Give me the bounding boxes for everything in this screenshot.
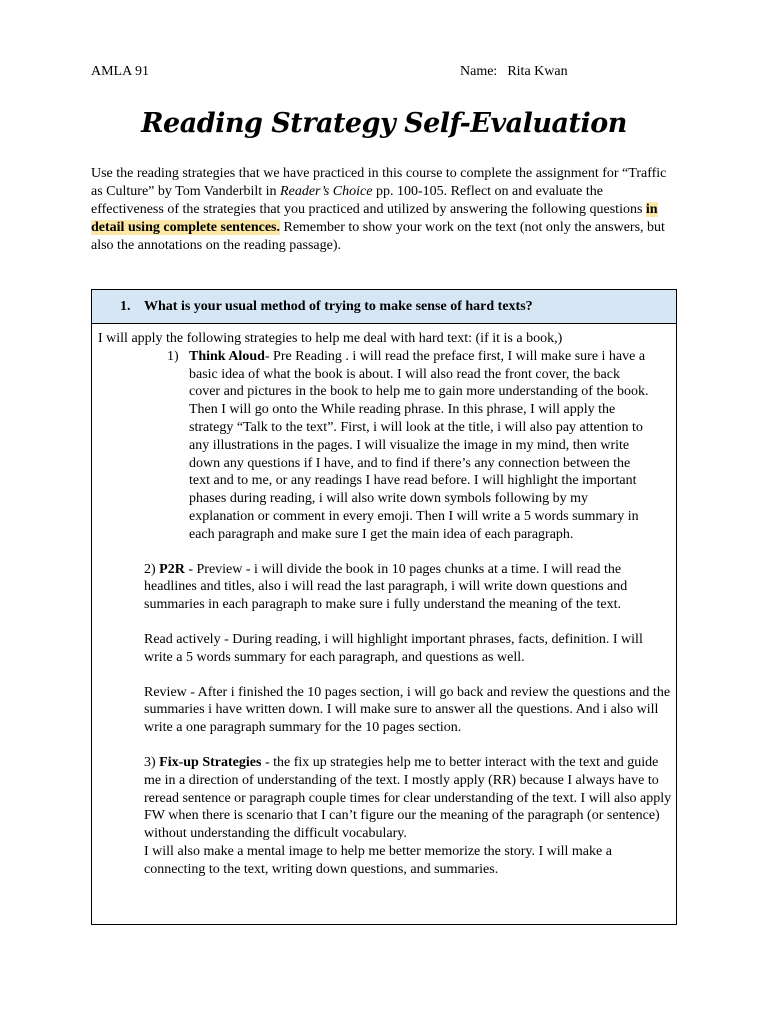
answer-lead: I will apply the following strategies to help me deal with hard text: (if it is a book,) — [98, 331, 563, 346]
item-text: - Pre Reading . i will read the preface first, I will make sure i have a basic idea of what the book is about. I will also read the front cover, the back cover and pictures in the book to help me to gain more understanding of the book. Then I will go onto the While reading phrase. In this phrase, I will apply the strategy “Talk to the text”. First, i will look at the title, i will also pay attention to any illustrations in the pages. I will visualize the image in my mind, then write down any questions if I have, and to find if there’s any connection between the text and to me, or any readings I have read before. I will highlight the important phases during reading, i will also write down symbols following by my explanation or comment in every emoji. Then I will write a 5 words summary in each paragraph and make sure I get the main idea of each paragraph. — [189, 348, 649, 542]
name-value: Rita Kwan — [507, 64, 568, 79]
item-number: 1) — [167, 348, 179, 364]
read-actively-paragraph: Read actively - During reading, i will highlight important phrases, facts, definition. I will write a 5 words summary for each paragraph, and questions as well. — [144, 631, 643, 665]
item-title: P2R — [159, 561, 185, 577]
strategy-item-fix-up — [144, 754, 674, 843]
highlighted-instruction: in detail using complete sentences. — [91, 202, 658, 235]
mental-image-paragraph: I will also make a mental image to help me better memorize the story. I will make a connecting to the text, writing down questions, and summaries. — [144, 843, 612, 877]
item-title: Think Aloud — [189, 348, 265, 364]
strategy-item-p2r — [144, 561, 674, 614]
name-label: Name: — [460, 64, 498, 79]
instructions-paragraph — [91, 165, 679, 255]
item-number: 2) — [144, 561, 156, 577]
item-title: Fix-up Strategies — [159, 754, 262, 770]
question-header — [92, 290, 676, 324]
question-number: 1. — [120, 298, 131, 314]
question-text: What is your usual method of trying to make sense of hard texts? — [144, 298, 533, 314]
course-code: AMLA 91 — [91, 64, 149, 79]
page-title: Reading Strategy Self-Evaluation — [141, 108, 627, 139]
intro-text-1: Use the reading strategies that we have practiced in this course to complete the assignment for “Traffic as Culture” by Tom Vanderbilt in — [91, 166, 667, 199]
question-table — [91, 289, 677, 925]
review-paragraph: Review - After i finished the 10 pages section, i will go back and review the questions and the summaries i have written down. I will make sure to answer all the questions. And i also will write a one paragraph summary for the 10 pages section. — [144, 684, 671, 736]
intro-text-2: pp. 100-105. Reflect on and evaluate the effectiveness of the strategies that you practiced and utilized by answering the following questions — [91, 184, 646, 217]
answer-cell — [92, 324, 676, 879]
student-name-row — [460, 64, 568, 80]
intro-text-3: Remember to show your work on the text (not only the answers, but also the annotations on the reading passage). — [91, 220, 665, 253]
strategy-item-think-aloud — [167, 348, 670, 544]
item-text: - Preview - i will divide the book in 10 pages chunks at a time. I will read the headlines and titles, also i will read the last paragraph, i will write down questions and summaries in each paragraph to make sure i fully understand the meaning of the text. — [144, 561, 628, 613]
book-title: Reader’s Choice — [280, 184, 373, 199]
item-text: - the fix up strategies help me to better interact with the text and guide me in a direction of understanding of the text. I mostly apply (RR) because I always have to reread sentence or paragraph couple times for clear understanding of the text. I will also apply FW when there is scenario that I can’t figure our the meaning of the paragraph (or sentence) without understanding the difficult vocabulary. — [144, 754, 672, 842]
item-number: 3) — [144, 754, 156, 770]
